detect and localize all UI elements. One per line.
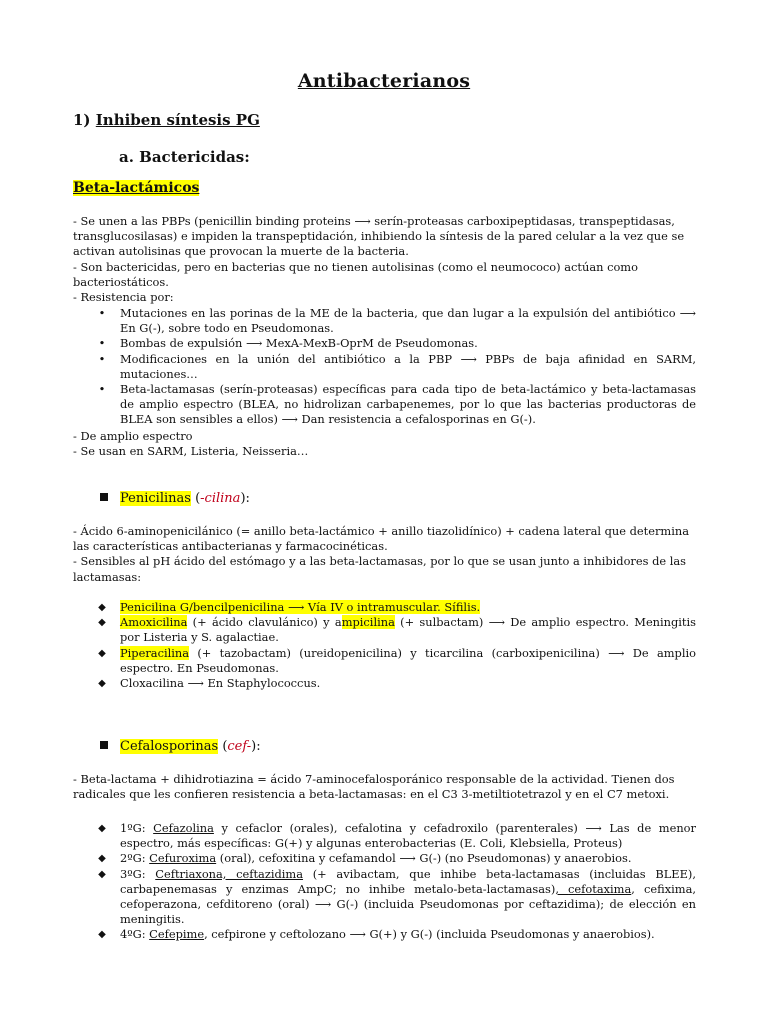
drug-name: Amoxicilina [120,615,188,630]
paragraph-line: lactamasas: [73,569,142,584]
paragraph-line: transglucosilasas) e impiden la transpeptidación, inhibiendo la síntesis de la pared celular a la vez que se [73,229,685,244]
diamond-bullet-icon: ◆ [98,929,106,941]
list-item [96,600,696,615]
diamond-bullet-icon: ◆ [98,853,106,865]
list-item-text: (+ avibactam, que inhibe beta-lactamasas (incluidas BLEE), carbapenemasas y enzimas AmpC; no inhibe metalo-beta-lactamasas) [120,866,696,896]
diamond-bullet-icon: ◆ [98,602,106,613]
list-item [96,382,696,428]
beta-lactam-heading [73,180,199,196]
section-heading-1 [73,111,260,129]
drug-name: cefotaxima [568,881,632,896]
page-title: Antibacterianos [297,70,471,92]
paragraph-line: bacteriostáticos. [73,274,169,289]
subsection-heading: a. Bactericidas: [119,148,250,166]
section-number: 1) [73,111,91,129]
bullet: • [98,351,106,366]
penicillin-paragraph [73,524,693,585]
penicillin-suffix: -cilina [200,491,241,506]
drug-name: Cefazolina [153,821,214,835]
generation-label: 3ºG: [120,866,156,881]
penicillin-list [96,600,696,691]
list-item-text: (+ ácido clavulánico) y a [187,615,342,630]
drug-name: Cefepime [149,927,205,942]
paragraph-line: - Beta-lactama + dihidrotiazina = ácido 7-aminocefalosporánico responsable de la actividad. Tienen dos [73,772,675,786]
paragraph-line: las características antibacterianas y farmacocinéticas. [73,539,388,554]
diamond-bullet-icon: ◆ [98,823,106,834]
paragraph-line: - Ácido 6-aminopenicilánico (= anillo beta-lactámico + anillo tiazolidínico) + cadena lateral que determina [73,524,689,538]
list-item-text: , cefpirone y ceftolozano ⟶ G(+) y G(-) (incluida Pseudomonas y anaerobios). [204,927,655,942]
list-item-text: Mutaciones en las porinas de la ME de la bacteria, que dan lugar a la expulsión del antibiótico ⟶ En G(-), sobre todo en Pseudomonas. [120,306,696,336]
paragraph-line: - Resistencia por: [73,290,174,305]
paragraph-line: - Son bactericidas, pero en bacterias que no tienen autolisinas (como el neumococo) actúan como [73,259,638,274]
heading-paren: ( [195,491,201,506]
diamond-bullet-icon: ◆ [98,868,106,880]
resistance-list [96,306,696,428]
square-bullet-icon [100,741,108,749]
list-item [96,867,696,928]
list-item [96,646,696,676]
heading-paren: ( [222,739,228,754]
list-item-text: Beta-lactamasas (serín-proteasas) específicas para cada tipo de beta-lactámico y beta-lactamasas de amplio espectro (BLEA, no hidrolizan carbapenemes, por lo que las bacterias productoras de BLEA son sensibles a ellos) ⟶ Dan resistencia a cefalosporinas en G(-). [120,382,696,427]
drug-name: Cefuroxima [149,851,217,866]
paragraph-line: radicales que les confieren resistencia a beta-lactamasas: en el C3 3-metiltiotetrazol y en el C7 metoxi. [73,787,670,802]
list-item-text: Bombas de expulsión ⟶ MexA-MexB-OprM de Pseudomonas. [120,336,478,351]
drug-name: mpicilina [341,615,395,630]
diamond-bullet-icon: ◆ [98,647,106,659]
list-item-text: y cefaclor (orales), cefalotina y cefadroxilo (parenterales) ⟶ Las de menor espectro, más específicas: G(+) y algunas enterobacterias (E. Coli, Klebsiella, Proteus) [120,821,696,851]
penicillin-heading [100,491,250,506]
beta-lactam-heading-text: Beta-lactámicos [73,180,200,196]
list-item [96,927,696,942]
list-item [96,615,696,645]
penicillin-heading-text: Penicilinas [120,491,191,506]
cephalosporin-heading [100,739,261,754]
cephalosporin-list [96,821,696,943]
list-item-text: , cefixima, cefoperazona, cefditoreno (oral) ⟶ G(-) (incluida Pseudomonas por ceftazidima); de elección en meningitis. [120,881,696,927]
generation-label: 4ºG: [120,927,150,942]
heading-paren: ): [240,491,250,506]
generation-label: 2ºG: [120,851,150,866]
heading-paren: ): [251,739,261,754]
generation-label: 1ºG: [120,821,154,835]
diamond-bullet-icon: ◆ [98,678,106,690]
paragraph-line: - Se usan en SARM, Listeria, Neisseria… [73,444,309,459]
drug-name: Piperacilina [120,645,190,660]
list-item-text: (+ sulbactam) ⟶ De amplio espectro. Meningitis por Listeria y S. agalactiae. [120,615,696,645]
paragraph-line: - Sensibles al pH ácido del estómago y a las beta-lactamasas, por lo que se usan junto a inhibidores de las [73,554,687,569]
paragraph-line: activan autolisinas que provocan la muerte de la bacteria. [73,244,409,259]
list-item-text: (oral), cefoxitina y cefamandol ⟶ G(-) (no Pseudomonas) y anaerobios. [216,851,632,866]
cephalosporin-paragraph [73,772,693,802]
cephalosporin-heading-text: Cefalosporinas [120,739,219,754]
beta-lactam-paragraph [73,214,693,305]
drug-name: Ceftriaxona, ceftazidima [155,866,304,881]
list-item-text: Penicilina G/bencilpenicilina ⟶ Vía IV o intramuscular. Sífilis. [120,600,481,614]
list-item-text: Modificaciones en la unión del antibiótico a la PBP ⟶ PBPs de baja afinidad en SARM, mutaciones… [120,351,696,381]
bullet: • [98,306,106,320]
paragraph-line: - De amplio espectro [73,429,193,443]
list-item [96,851,696,866]
list-item [96,336,696,351]
paragraph-line: - Se unen a las PBPs (penicillin binding proteins ⟶ serín-proteasas carboxipeptidasas, transpeptidasas, [73,214,675,228]
square-bullet-icon [100,493,108,501]
list-item-text: Cloxacilina ⟶ En Staphylococcus. [120,676,321,691]
list-item-text: , [555,881,569,896]
list-item [96,306,696,336]
diamond-bullet-icon: ◆ [98,617,106,629]
bullet: • [98,382,106,397]
section-title: Inhiben síntesis PG [95,111,260,129]
list-item [96,821,696,851]
list-item [96,352,696,382]
cephalosporin-prefix: cef- [227,739,252,754]
list-item [96,676,696,691]
beta-lactam-notes [73,429,693,459]
bullet: • [98,336,106,351]
list-item-text: (+ tazobactam) (ureidopenicilina) y ticarcilina (carboxipenicilina) ⟶ De amplio espectro. En Pseudomonas. [120,645,696,675]
